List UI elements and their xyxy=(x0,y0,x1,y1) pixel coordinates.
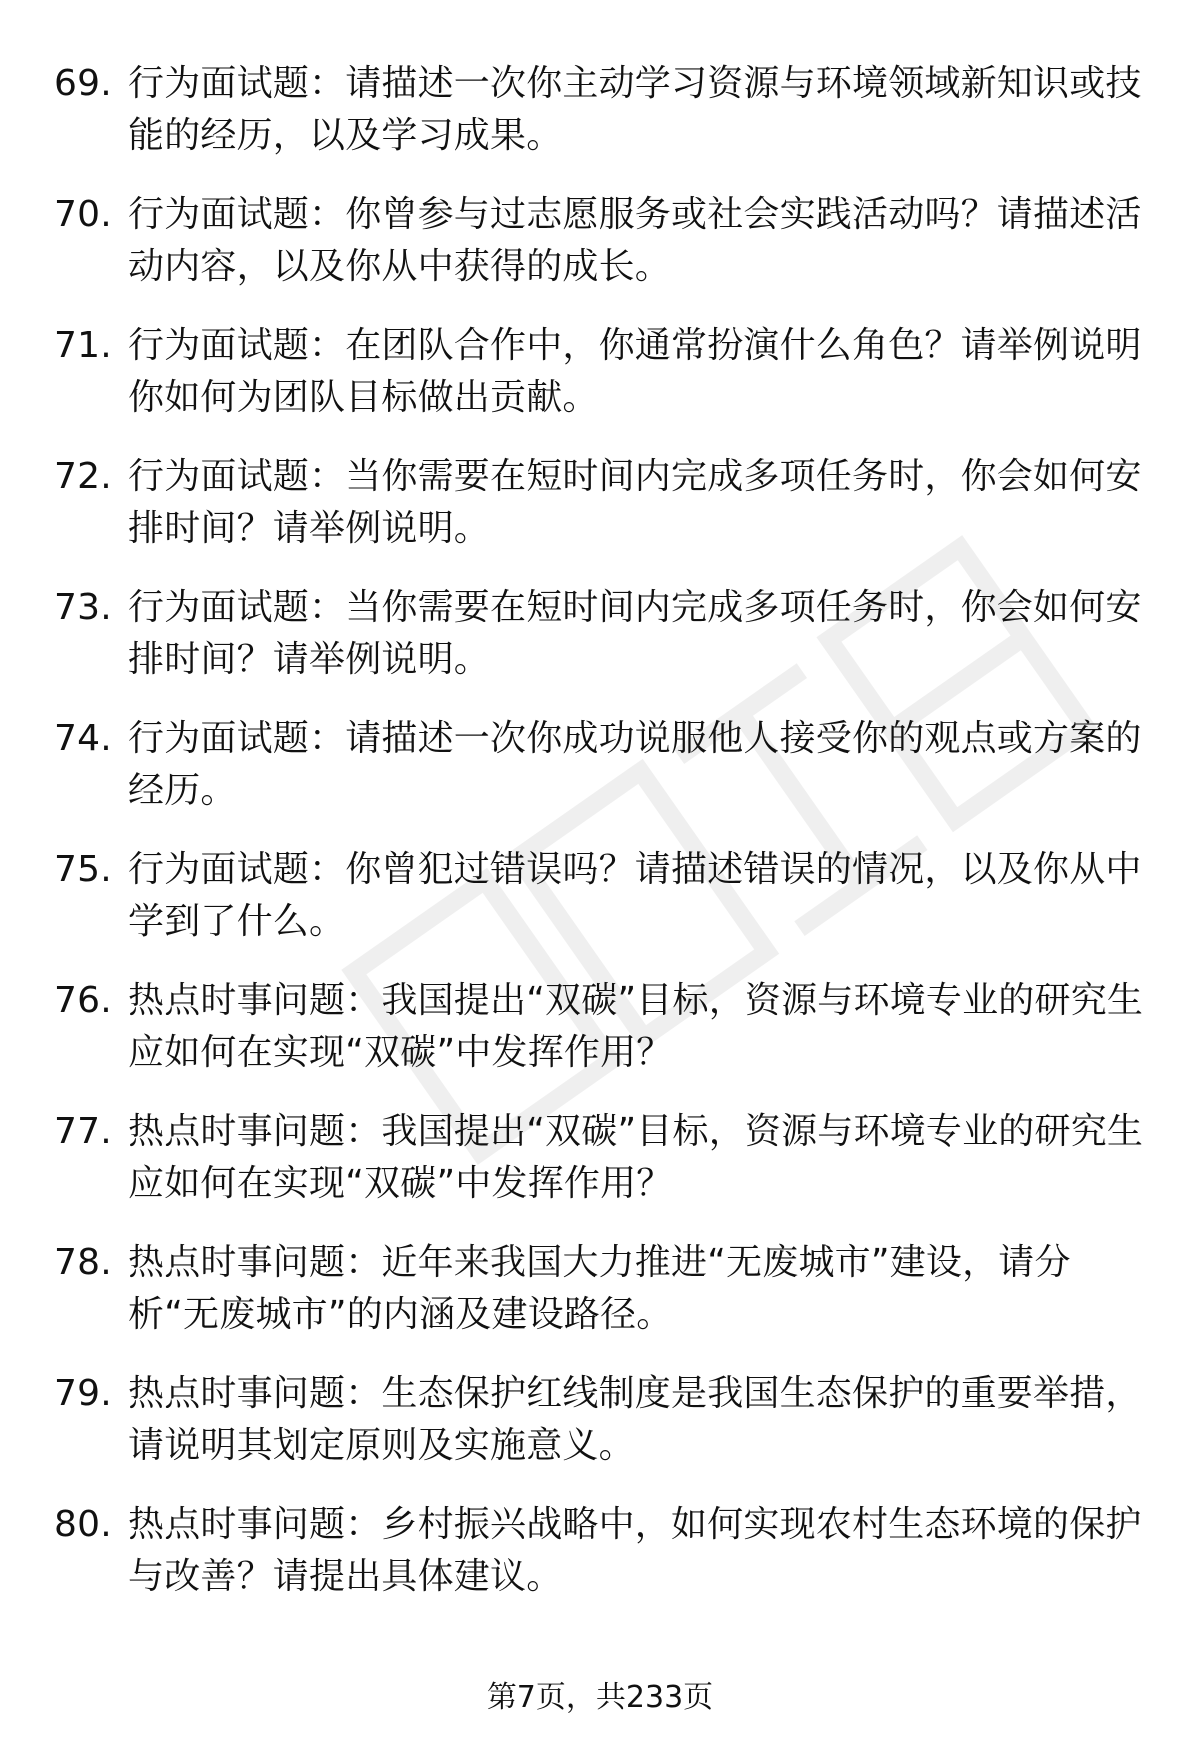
question-text: 行为面试题：你曾参与过志愿服务或社会实践活动吗？请描述活动内容，以及你从中获得的成长。 xyxy=(128,194,1142,287)
question-number: 77. xyxy=(54,1111,112,1152)
question-text: 行为面试题：请描述一次你主动学习资源与环境领域新知识或技能的经历，以及学习成果。 xyxy=(128,63,1142,156)
question-text: 行为面试题：在团队合作中，你通常扮演什么角色？请举例说明你如何为团队目标做出贡献。 xyxy=(128,325,1142,418)
question-item-73 xyxy=(54,582,1144,686)
question-number: 79. xyxy=(54,1373,112,1414)
question-item-69 xyxy=(54,58,1144,162)
question-text: 行为面试题：你曾犯过错误吗？请描述错误的情况，以及你从中学到了什么。 xyxy=(128,849,1142,942)
question-item-77 xyxy=(54,1106,1144,1210)
question-item-79 xyxy=(54,1368,1144,1472)
question-number: 76. xyxy=(54,980,112,1021)
question-item-75 xyxy=(54,844,1144,948)
question-item-71 xyxy=(54,320,1144,424)
question-number: 69. xyxy=(54,63,112,104)
question-item-80 xyxy=(54,1499,1144,1603)
question-number: 75. xyxy=(54,849,112,890)
question-text: 热点时事问题：我国提出“双碳”目标，资源与环境专业的研究生应如何在实现“双碳”中发挥作用？ xyxy=(128,980,1144,1073)
question-text: 热点时事问题：生态保护红线制度是我国生态保护的重要举措，请说明其划定原则及实施意义。 xyxy=(128,1373,1142,1466)
question-number: 72. xyxy=(54,456,112,497)
question-text: 热点时事问题：乡村振兴战略中，如何实现农村生态环境的保护与改善？请提出具体建议。 xyxy=(128,1504,1142,1597)
question-number: 80. xyxy=(54,1504,112,1545)
question-text: 行为面试题：当你需要在短时间内完成多项任务时，你会如何安排时间？请举例说明。 xyxy=(128,456,1142,549)
question-text: 行为面试题：请描述一次你成功说服他人接受你的观点或方案的经历。 xyxy=(128,718,1142,811)
question-text: 热点时事问题：我国提出“双碳”目标，资源与环境专业的研究生应如何在实现“双碳”中发挥作用？ xyxy=(128,1111,1144,1204)
question-item-76 xyxy=(54,975,1144,1079)
question-number: 70. xyxy=(54,194,112,235)
question-item-78 xyxy=(54,1237,1144,1341)
question-number: 78. xyxy=(54,1242,112,1283)
question-number: 73. xyxy=(54,587,112,628)
page-footer: 第7页，共233页 xyxy=(486,1680,714,1715)
question-text: 热点时事问题：近年来我国大力推进“无废城市”建设，请分析“无废城市”的内涵及建设路径。 xyxy=(128,1242,1071,1335)
question-item-70 xyxy=(54,189,1144,293)
question-list xyxy=(54,58,1144,1630)
question-number: 74. xyxy=(54,718,112,759)
question-number: 71. xyxy=(54,325,112,366)
question-text: 行为面试题：当你需要在短时间内完成多项任务时，你会如何安排时间？请举例说明。 xyxy=(128,587,1142,680)
question-item-74 xyxy=(54,713,1144,817)
question-item-72 xyxy=(54,451,1144,555)
